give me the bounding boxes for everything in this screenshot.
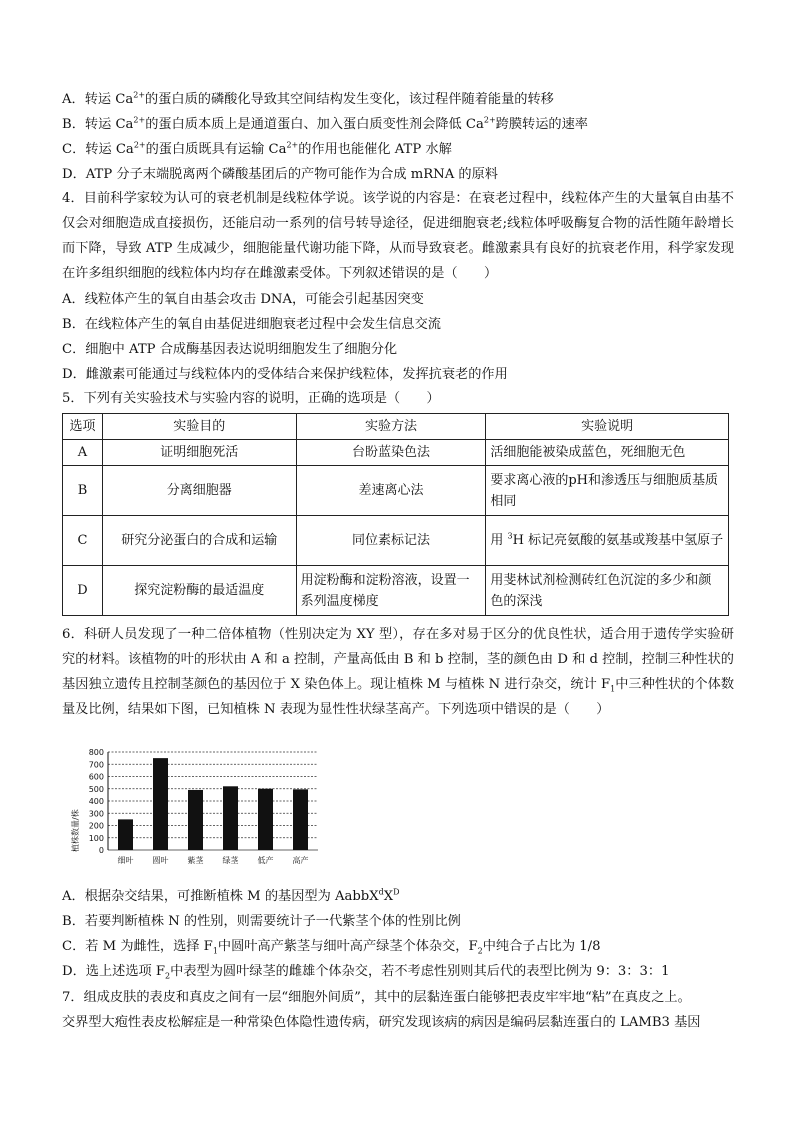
y-tick-label: 500 xyxy=(88,784,104,794)
q6-option-c: C．若 M 为雌性，选择 $F_1$中圆叶高产紫茎与细叶高产绿茎个体杂交，$F_2$中纯合子占比为 1/8 xyxy=(62,939,601,956)
y-tick-label: 0 xyxy=(98,846,104,855)
table-header: 选项 xyxy=(63,414,103,440)
table-cell: B xyxy=(63,466,103,516)
table-cell: 台盼蓝染色法 xyxy=(296,440,486,466)
x-tick-label: 绿茎 xyxy=(222,856,239,865)
table-header: 实验说明 xyxy=(486,414,729,440)
q4-option-d: D．雌激素可能通过与线粒体内的受体结合来保护线粒体，发挥抗衰老的作用 xyxy=(62,367,508,382)
table-cell: 研究分泌蛋白的合成和运输 xyxy=(102,516,296,566)
bar-细叶 xyxy=(118,819,133,850)
table-row xyxy=(63,440,729,466)
q7-line-2: 交界型大疱性表皮松解症是一种常染色体隐性遗传病，研究发现该病的病因是编码层黏连蛋白的 LAMB3 基因 xyxy=(62,1015,701,1030)
q3-option-a: A．转运 $Ca^{2+}$的蛋白质的磷酸化导致其空间结构发生变化，该过程伴随着能量的转移 xyxy=(62,90,554,107)
table-row xyxy=(63,466,729,516)
q5-stem: 5．下列有关实验技术与实验内容的说明，正确的选项是（ ） xyxy=(62,391,440,406)
q6-option-b: B．若要判断植株 N 的性别，则需要统计子一代紫茎个体的性别比例 xyxy=(62,914,461,929)
table-cell: 用淀粉酶和淀粉溶液，设置一系列温度梯度 xyxy=(296,566,486,616)
y-tick-label: 400 xyxy=(88,797,104,806)
table-header: 实验方法 xyxy=(296,414,486,440)
table-cell: 探究淀粉酶的最适温度 xyxy=(102,566,296,616)
table-cell: 要求离心液的pH和渗透压与细胞质基质相同 xyxy=(486,466,729,516)
table-row xyxy=(63,516,729,566)
table-cell: 证明细胞死活 xyxy=(102,440,296,466)
table-row xyxy=(63,566,729,616)
q6-option-d: D．选上述选项 $F_2$中表型为圆叶绿茎的雌雄个体杂交，若不考虑性别则其后代的表型比例为 9：3：3：1 xyxy=(62,964,670,981)
table-cell: 用 $^3$H 标记亮氨酸的氨基或羧基中氢原子 xyxy=(486,516,729,566)
x-tick-label: 低产 xyxy=(257,856,274,865)
table-cell: 活细胞能被染成蓝色，死细胞无色 xyxy=(486,440,729,466)
table-cell: 分离细胞器 xyxy=(102,466,296,516)
table-header: 实验目的 xyxy=(102,414,296,440)
experiment-table xyxy=(62,413,729,616)
bar-圆叶 xyxy=(153,758,168,850)
y-tick-label: 600 xyxy=(88,772,104,782)
y-tick-label: 100 xyxy=(88,833,104,843)
bar-低产 xyxy=(258,789,273,850)
q6-option-a: A．根据杂交结果，可推断植株 M 的基因型为 $AabbX^dX^D$ xyxy=(62,887,400,904)
y-tick-label: 300 xyxy=(88,809,104,819)
y-tick-label: 800 xyxy=(88,748,104,757)
x-tick-label: 高产 xyxy=(292,856,309,865)
bar-绿茎 xyxy=(223,786,238,850)
table-cell: 用斐林试剂检测砖红色沉淀的多少和颜色的深浅 xyxy=(486,566,729,616)
table-cell: 同位素标记法 xyxy=(296,516,486,566)
bar-紫茎 xyxy=(188,790,203,850)
table-cell: 差速离心法 xyxy=(296,466,486,516)
table-cell: C xyxy=(63,516,103,566)
q4-stem: 4．目前科学家较为认可的衰老机制是线粒体学说。该学说的内容是：在衰老过程中，线粒体产生的大量氧自由基不仅会对细胞造成直接损伤，还能启动一系列的信号转导途径，促进细胞衰老;线粒体呼吸酶复合物的活性随年龄增长而下降，导致 ATP 生成减少，细胞能量代谢功能下降，从而导致衰老。雌激素具有良好的抗衰老作用，科学家发现在许多组织细胞的线粒体内均存在雌激素受体。下列叙述错误的是（ ） xyxy=(62,191,734,281)
y-tick-label: 700 xyxy=(88,760,104,770)
x-tick-label: 紫茎 xyxy=(187,856,204,865)
y-tick-label: 200 xyxy=(88,821,104,831)
x-tick-label: 圆叶 xyxy=(152,856,169,865)
f1-trait-bar-chart xyxy=(68,742,328,874)
q4-option-a: A．线粒体产生的氧自由基会攻击 DNA，可能会引起基因突变 xyxy=(62,292,424,307)
q7-line-1: 7．组成皮肤的表皮和真皮之间有一层“细胞外间质”，其中的层黏连蛋白能够把表皮牢牢地“粘”在真皮之上。 xyxy=(62,990,691,1005)
table-cell: D xyxy=(63,566,103,616)
q4-option-b: B．在线粒体产生的氧自由基促进细胞衰老过程中会发生信息交流 xyxy=(62,317,441,332)
q6-stem: 6．科研人员发现了一种二倍体植物（性别决定为 XY 型），存在多对易于区分的优良性状，适合用于遗传学实验研究的材料。该植物的叶的形状由 A 和 a 控制，产量高低由 B 和 b 控制，茎的颜色由 D 和 d 控制，控制三种性状的基因独立遗传且控制茎颜色的基因位于 X 染色体上。现让植株 M 与植株 N 进行杂交，统计 $F_1$中三种性状的个体数量及比例，结果如下图，已知植株 N 表现为显性性状绿茎高产。下列选项中错误的是（ ） xyxy=(62,627,735,717)
table-cell: A xyxy=(63,440,103,466)
chart-ylabel: 植株数量/株 xyxy=(71,809,80,852)
bar-高产 xyxy=(293,789,308,850)
table-header-row xyxy=(63,414,729,440)
q3-option-c: C．转运 $Ca^{2+}$的蛋白质既具有运输 $Ca^{2+}$的作用也能催化 ATP 水解 xyxy=(62,140,452,157)
q4-option-c: C．细胞中 ATP 合成酶基因表达说明细胞发生了细胞分化 xyxy=(62,342,398,357)
q3-option-b: B．转运 $Ca^{2+}$的蛋白质本质上是通道蛋白、加入蛋白质变性剂会降低 $Ca^{2+}$跨膜转运的速率 xyxy=(62,115,588,132)
q3-option-d: D．ATP 分子末端脱离两个磷酸基团后的产物可能作为合成 mRNA 的原料 xyxy=(62,167,498,182)
x-tick-label: 细叶 xyxy=(117,856,134,865)
